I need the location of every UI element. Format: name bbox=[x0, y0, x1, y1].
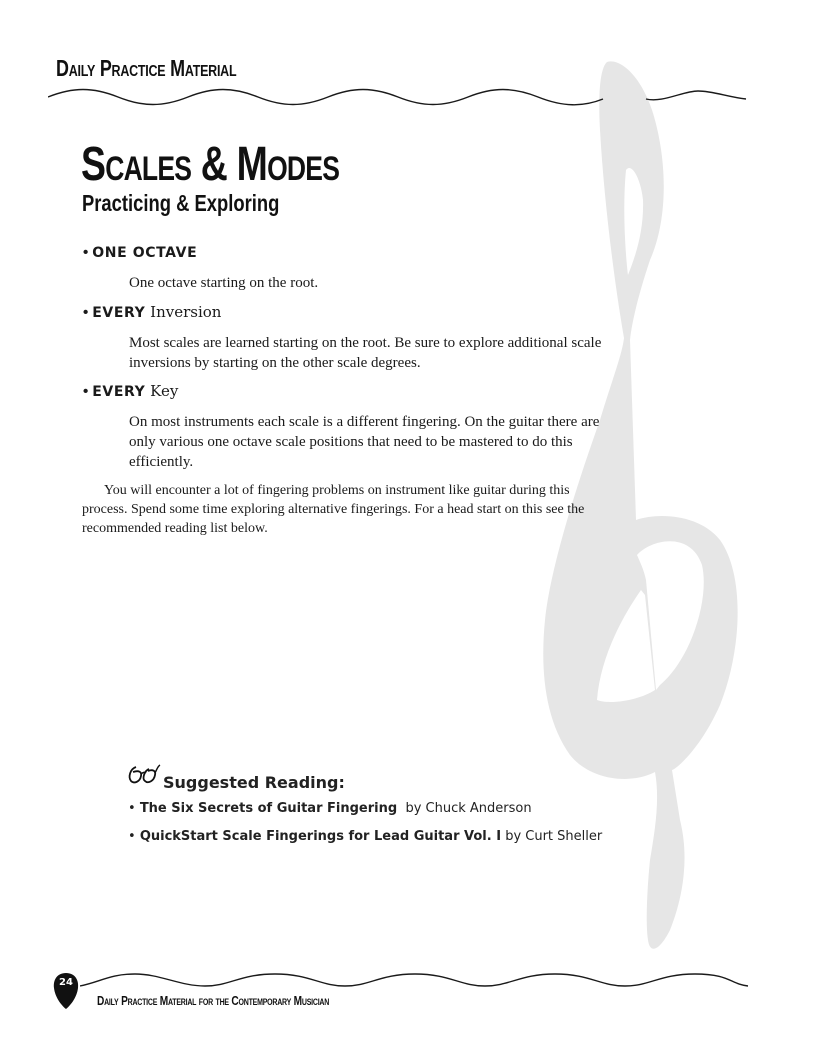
bullet-body: On most instruments each scale is a different fingering. On the guitar there are only various one octave scale positions that need to be mastered to do this efficiently. bbox=[129, 414, 600, 470]
bullet-body: Most scales are learned starting on the root. Be sure to explore additional scale inversions by starting on the other scale degrees. bbox=[129, 335, 602, 371]
bullet-strong-text: ONE OCTAVE bbox=[92, 245, 198, 261]
running-footer: Daily Practice Material for the Contemporary Musician bbox=[97, 993, 330, 1008]
bullet-strong-text: EVERY bbox=[92, 384, 146, 400]
reading-list-item bbox=[128, 801, 532, 816]
book-title: The Six Secrets of Guitar Fingering bbox=[139, 801, 398, 816]
bullet-dot: • bbox=[83, 304, 89, 321]
header-wave-line bbox=[48, 90, 603, 105]
book-author: by Curt Sheller bbox=[505, 829, 603, 844]
book-title: QuickStart Scale Fingerings for Lead Guitar Vol. I bbox=[139, 829, 502, 844]
page-subtitle: Practicing & Exploring bbox=[82, 190, 280, 216]
bullet-dot: • bbox=[83, 383, 89, 400]
glasses-icon bbox=[127, 763, 163, 787]
bullet-heading-one-octave bbox=[83, 243, 197, 261]
bullet-strong-text: EVERY bbox=[92, 305, 146, 321]
body-paragraph: You will encounter a lot of fingering problems on instrument like guitar during this process. Spend some time exploring alternative fingerings. For a head start on this see the recommended reading list below. bbox=[82, 483, 585, 536]
bullet-dot: • bbox=[83, 244, 89, 261]
book-author: by Chuck Anderson bbox=[405, 801, 532, 816]
bullet-rest-text: Inversion bbox=[150, 303, 222, 321]
running-header: Daily Practice Material bbox=[56, 55, 237, 81]
page-title: Scales & Modes bbox=[81, 138, 340, 191]
bullet-rest-text: Key bbox=[150, 382, 179, 400]
bullet-dot: • bbox=[128, 801, 136, 816]
header-wave-line-right bbox=[646, 91, 746, 100]
footer-wave-line bbox=[80, 974, 748, 986]
header-wave-divider bbox=[48, 85, 748, 109]
reading-list-item bbox=[128, 829, 602, 844]
bullet-body: One octave starting on the root. bbox=[129, 275, 319, 291]
page-number-badge bbox=[53, 972, 79, 1010]
bullet-heading-every-key bbox=[83, 382, 178, 400]
footer-wave-divider bbox=[80, 966, 750, 992]
page-number: 24 bbox=[59, 977, 73, 988]
suggested-reading-heading: Suggested Reading: bbox=[163, 773, 345, 792]
bullet-heading-every-inversion bbox=[83, 303, 221, 321]
bullet-dot: • bbox=[128, 829, 136, 844]
